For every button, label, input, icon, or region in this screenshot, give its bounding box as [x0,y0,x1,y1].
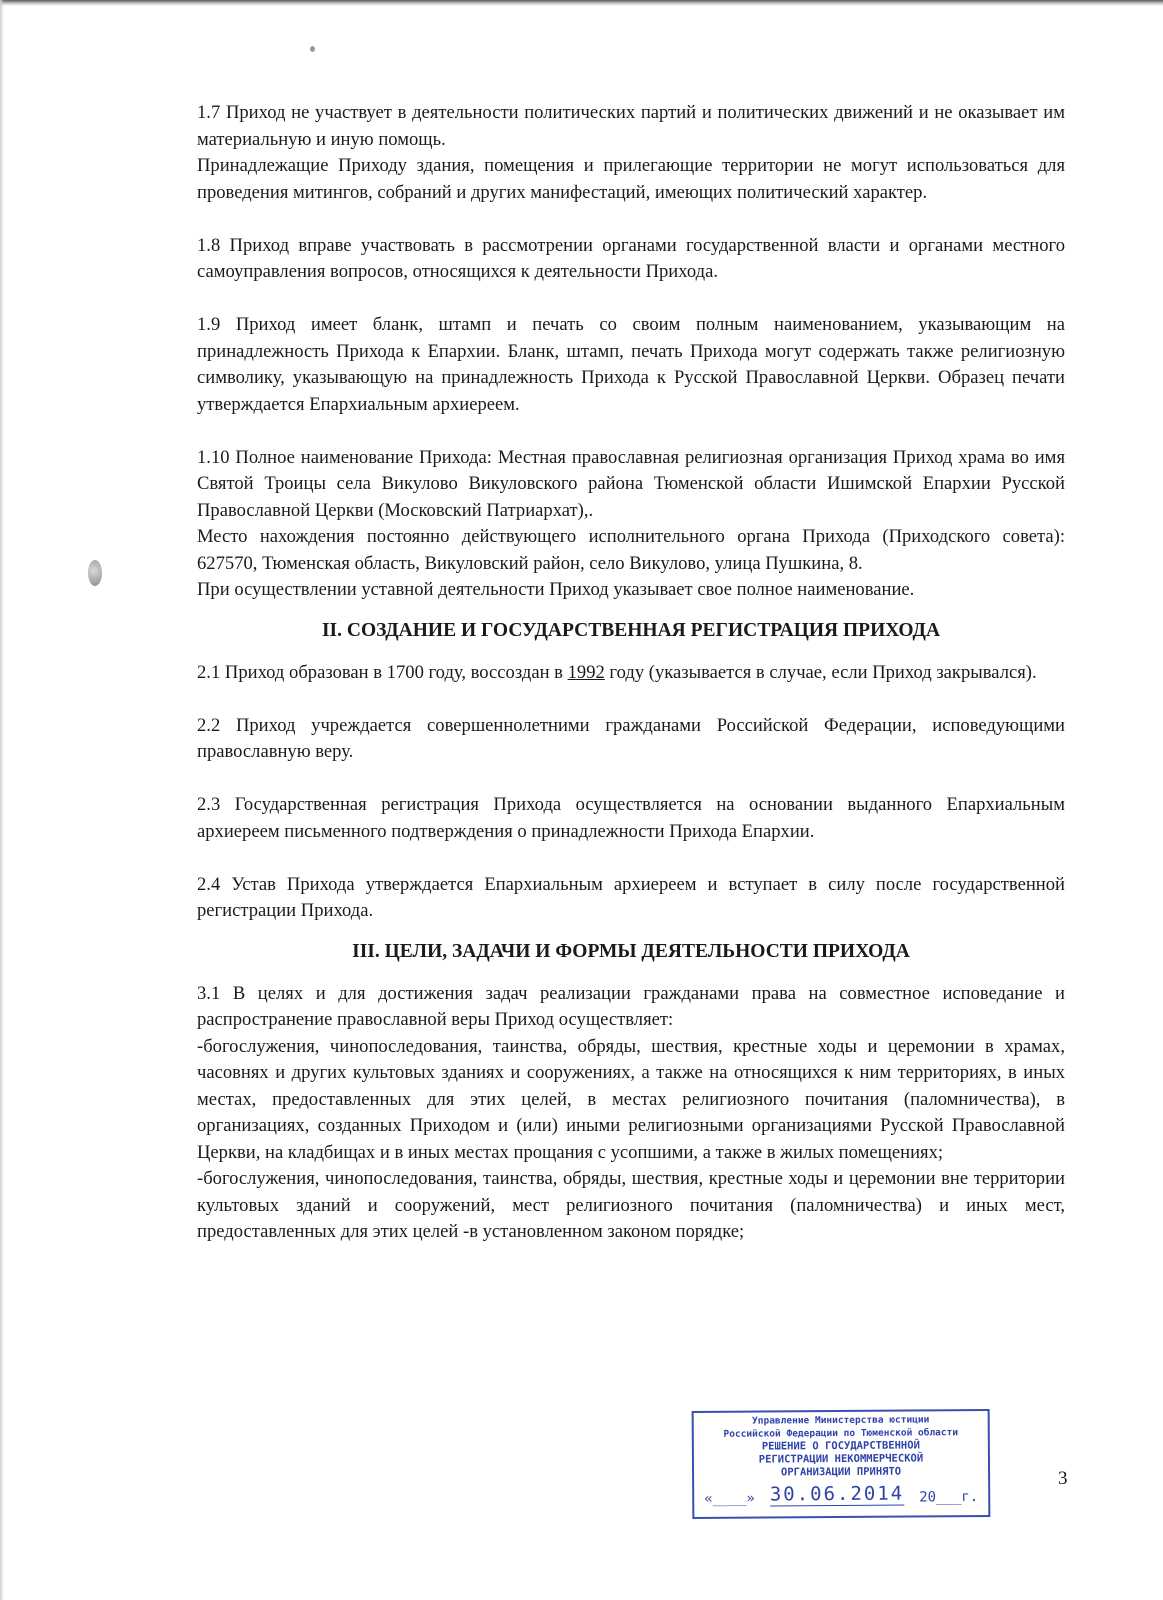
stamp-date-prefix: «____» [704,1490,755,1507]
registration-stamp [692,1409,991,1519]
stamp-date-suffix: 20___г. [919,1489,979,1506]
paragraph-3-1-item-a: -богослужения, чинопоследования, таинства, обряды, шествия, крестные ходы и церемонии в храмах, часовнях и других культовых зданиях и сооружениях, а также на относящихся к ним территориях, в иных местах, предоставленных для этих целей, в местах религиозного почитания (паломничества), в организациях, созданных Приходом и (или) иными религиозными организациями Русской Православной Церкви, на кладбищах и в иных местах прощания с усопшими, а также в жилых помещениях; [197,1035,1065,1163]
spacer [197,686,1065,713]
section-heading-3: III. ЦЕЛИ, ЗАДАЧИ И ФОРМЫ ДЕЯТЕЛЬНОСТИ ПРИХОДА [352,940,910,962]
document-body [197,100,1065,1246]
spacer [197,845,1065,872]
scan-left-edge [0,0,4,1600]
scan-speck [310,46,315,52]
punch-hole-mark [88,560,102,586]
spacer [197,418,1065,445]
page-number: 3 [1058,1468,1068,1489]
section-heading-2: II. СОЗДАНИЕ И ГОСУДАРСТВЕННАЯ РЕГИСТРАЦИЯ ПРИХОДА [321,619,941,641]
paragraph-1-8: 1.8 Приход вправе участвовать в рассмотрении органами государственной власти и органами местного самоуправления вопросов, относящихся к деятельности Прихода. [197,234,1065,282]
paragraph-1-10: 1.10 Полное наименование Прихода: Местная православная религиозная организация Приход храма во имя Святой Троицы села Викулово Викуловского района Тюменской области Ишимской Епархии Русской Православной Церкви (Московский Патриархат),. [197,446,1065,521]
stamp-line-2: Российской Федерации по Тюменской области [723,1427,959,1440]
paragraph-2-1-text: 2.1 Приход образован в 1700 году, воссоздан в [197,661,568,683]
spacer [197,286,1065,313]
paragraph-2-2: 2.2 Приход учреждается совершеннолетними гражданами Российской Федерации, исповедующими православную веру. [197,714,1065,762]
spacer [197,206,1065,233]
stamp-date-row [698,1482,984,1507]
paragraph-3-1: 3.1 В целях и для достижения задач реализации гражданами права на совместное исповедание и распространение православной веры Приход осуществляет: [197,982,1065,1030]
paragraph-1-10-location: Место нахождения постоянно действующего исполнительного органа Прихода (Приходского совета): 627570, Тюменская область, Викуловский район, село Викулово, улица Пушкина, 8. [197,526,1065,574]
stamp-date: 30.06.2014 [769,1482,905,1506]
paragraph-2-1-text-end: году (указывается в случае, если Приход закрывался). [604,661,1037,683]
paragraph-1-7-continued: Принадлежащие Приходу здания, помещения и прилегающие территории не могут использоваться для проведения митингов, собраний и других манифестаций, имеющих политический характер. [197,155,1065,203]
stamp-line-4: РЕГИСТРАЦИИ НЕКОММЕРЧЕСКОЙ [758,1452,924,1466]
paragraph-2-4: 2.4 Устав Прихода утверждается Епархиальным архиереем и вступает в силу после государственной регистрации Прихода. [197,873,1065,921]
paragraph-1-10-usage: При осуществлении уставной деятельности Приход указывает свое полное наименование. [197,579,915,600]
stamp-line-3: РЕШЕНИЕ О ГОСУДАРСТВЕННОЙ [761,1439,920,1453]
paragraph-2-3: 2.3 Государственная регистрация Прихода осуществляется на основании выданного Епархиальным архиереем письменного подтверждения о принадлежности Прихода Епархии. [197,794,1065,842]
scan-top-edge [0,0,1163,6]
paragraph-2-1 [197,660,1065,687]
paragraph-3-1-item-b: -богослужения, чинопоследования, таинства, обряды, шествия, крестные ходы и церемонии вне территории культовых зданий и сооружений, мест религиозного почитания (паломничества) и иных мест, предоставленных для этих целей -в установленном законом порядке; [197,1168,1065,1242]
stamp-line-1: Управление Министерства юстиции [752,1414,930,1427]
spacer [197,766,1065,793]
stamp-line-5: ОРГАНИЗАЦИИ ПРИНЯТО [780,1465,902,1479]
paragraph-2-1-year: 1992 [567,661,605,683]
paragraph-1-9: 1.9 Приход имеет бланк, штамп и печать со своим полным наименованием, указывающим на принадлежность Прихода к Епархии. Бланк, штамп, печать Прихода могут содержать также религиозную символику, указывающую на принадлежность Прихода к Русской Православной Церкви. Образец печати утверждается Епархиальным архиереем. [197,314,1065,415]
paragraph-1-7: 1.7 Приход не участвует в деятельности политических партий и политических движений и не оказывает им материальную и иную помощь. [197,102,1065,150]
